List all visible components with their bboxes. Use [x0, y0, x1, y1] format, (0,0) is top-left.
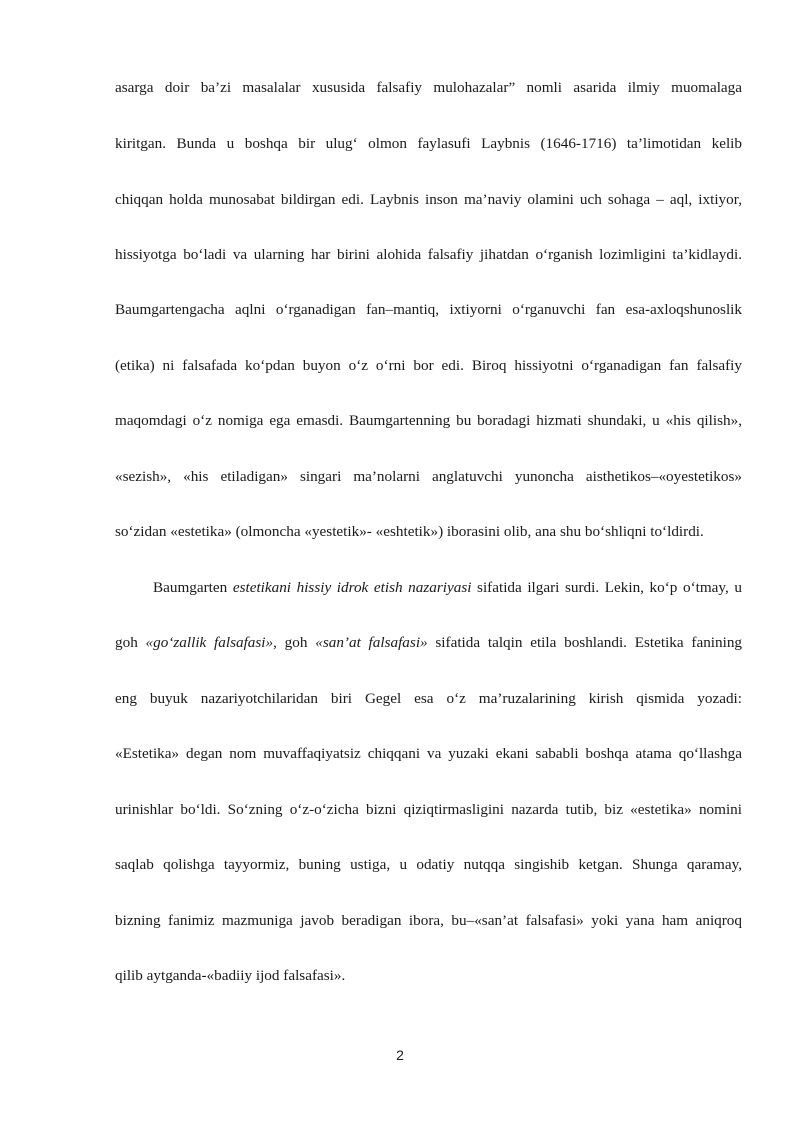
text-line: hissiyotga bo‘ladi va ularning har birini alohida falsafiy jihatdan o‘rganish lozimligini ta’kidlaydi.: [115, 246, 742, 263]
text-line: Baumgartengacha aqlni o‘rganadigan fan–mantiq, ixtiyorni o‘rganuvchi fan esa-axloqshunoslik: [115, 301, 742, 318]
italic-phrase: «san’at falsafasi»: [315, 634, 428, 651]
text-line: chiqqan holda munosabat bildirgan edi. Laybnis inson ma’naviy olamini uch sohaga – aql, ixtiyor,: [115, 191, 742, 208]
italic-phrase: estetikani hissiy idrok etish nazariyasi: [232, 579, 472, 596]
page-number: 2: [396, 1047, 404, 1063]
text-span: goh: [115, 634, 146, 651]
text-span: sifatida ilgari surdi. Lekin, ko‘p o‘tmay, u: [471, 579, 742, 596]
text-line: bizning fanimiz mazmuniga javob beradigan ibora, bu–«san’at falsafasi» yoki yana ham aniqroq: [115, 912, 742, 929]
text-line: [153, 578, 742, 598]
text-span: , goh: [273, 634, 316, 651]
text-line: eng buyuk nazariyotchilaridan biri Gegel esa o‘z ma’ruzalarining kirish qismida yozadi:: [115, 690, 742, 707]
text-line: asarga doir ba’zi masalalar xususida falsafiy mulohazalar” nomli asarida ilmiy muomalaga: [115, 79, 742, 96]
text-line: urinishlar bo‘ldi. So‘zning o‘z-o‘zicha bizni qiziqtirmasligini nazarda tutib, biz «estetika» nomini: [115, 801, 742, 818]
text-line: kiritgan. Bunda u boshqa bir ulug‘ olmon faylasufi Laybnis (1646-1716) ta’limotidan kelib: [115, 135, 742, 152]
italic-phrase: «go‘zallik falsafasi»: [145, 634, 274, 651]
text-line: saqlab qolishga tayyormiz, buning ustiga, u odatiy nutqqa singishib ketgan. Shunga qaramay,: [115, 856, 742, 873]
text-span: sifatida talqin etila boshlandi. Estetika fanining: [427, 634, 743, 651]
text-line: maqomdagi o‘z nomiga ega emasdi. Baumgartenning bu boradagi hizmati shundaki, u «his qilish»,: [115, 412, 742, 429]
text-line: «Estetika» degan nom muvaffaqiyatsiz chiqqani va yuzaki ekani sababli boshqa atama qo‘llashga: [115, 745, 742, 762]
text-line: so‘zidan «estetika» (olmoncha «yestetik»- «eshtetik») iborasini olib, ana shu bo‘shliqni to‘ldirdi.: [115, 523, 704, 540]
text-line: «sezish», «his etiladigan» singari ma’nolarni anglatuvchi yunoncha aisthetikos–«oyestetikos»: [115, 468, 742, 485]
text-line: [115, 633, 742, 653]
text-span: Baumgarten: [153, 579, 233, 596]
text-line: (etika) ni falsafada ko‘pdan buyon o‘z o‘rni bor edi. Biroq hissiyotni o‘rganadigan fan falsafiy: [115, 357, 742, 374]
text-line: qilib aytganda-«badiiy ijod falsafasi».: [115, 967, 346, 984]
